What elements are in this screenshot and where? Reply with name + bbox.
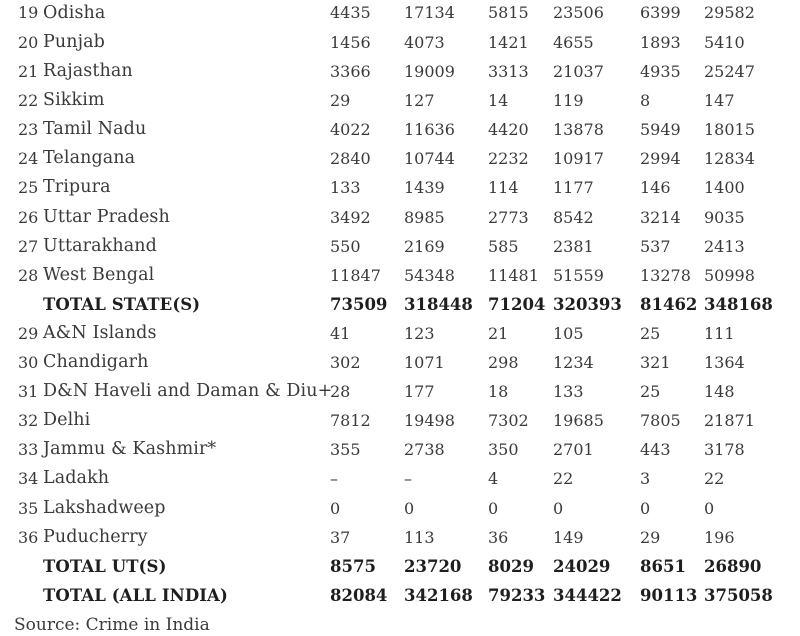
value-cell: 4935 bbox=[640, 62, 681, 82]
value-cell: 298 bbox=[488, 353, 519, 373]
value-cell: 11481 bbox=[488, 265, 539, 285]
state-name: Jammu & Kashmir* bbox=[43, 439, 217, 460]
value-cell: 1421 bbox=[488, 33, 529, 52]
value-cell: 7805 bbox=[640, 411, 681, 431]
value-cell: 149 bbox=[553, 527, 584, 547]
state-name: Lakshadweep bbox=[43, 497, 166, 518]
value-cell: 146 bbox=[640, 178, 671, 198]
total-row bbox=[0, 552, 800, 581]
value-cell: 19498 bbox=[404, 411, 455, 431]
value-cell: 18 bbox=[488, 382, 509, 402]
value-cell: 5410 bbox=[704, 33, 745, 52]
value-cell: 18015 bbox=[704, 120, 755, 140]
value-cell: 29 bbox=[330, 91, 351, 111]
value-cell: 147 bbox=[704, 91, 735, 111]
value-cell: 17134 bbox=[404, 3, 455, 22]
total-row bbox=[0, 581, 800, 610]
value-cell: 29582 bbox=[704, 3, 755, 22]
value-cell: 114 bbox=[488, 178, 519, 198]
value-cell: 41 bbox=[330, 323, 351, 343]
value-cell: 2232 bbox=[488, 149, 529, 169]
value-cell: 23720 bbox=[404, 556, 462, 576]
state-name: Odisha bbox=[43, 3, 106, 23]
row-index: 21 bbox=[18, 62, 39, 82]
value-cell: 119 bbox=[553, 91, 584, 111]
value-cell: 133 bbox=[330, 178, 361, 198]
state-name: A&N Islands bbox=[43, 322, 157, 343]
value-cell: 13278 bbox=[640, 265, 691, 285]
value-cell: 318448 bbox=[404, 294, 473, 314]
value-cell: 23506 bbox=[553, 3, 604, 22]
row-index: 35 bbox=[18, 498, 39, 518]
value-cell: 19685 bbox=[553, 411, 604, 431]
value-cell: 21037 bbox=[553, 62, 604, 82]
state-name: TOTAL STATE(S) bbox=[43, 294, 201, 314]
table-row bbox=[0, 86, 800, 115]
state-name: Tripura bbox=[43, 177, 111, 198]
value-cell: 1400 bbox=[704, 178, 745, 198]
row-index: 30 bbox=[18, 353, 39, 373]
state-name: Ladakh bbox=[43, 468, 110, 489]
value-cell: 25247 bbox=[704, 62, 755, 82]
value-cell: 73509 bbox=[330, 294, 388, 314]
value-cell: 302 bbox=[330, 353, 361, 373]
value-cell: 22 bbox=[704, 469, 725, 489]
row-index: 24 bbox=[18, 149, 39, 169]
value-cell: 7302 bbox=[488, 411, 529, 431]
value-cell: 2169 bbox=[404, 236, 445, 256]
value-cell: 5815 bbox=[488, 3, 529, 22]
value-cell: 375058 bbox=[704, 585, 773, 605]
row-index: 31 bbox=[18, 382, 39, 402]
value-cell: 342168 bbox=[404, 585, 473, 605]
table-row bbox=[0, 377, 800, 406]
state-name: Chandigarh bbox=[43, 352, 149, 373]
value-cell: 90113 bbox=[640, 585, 698, 605]
state-name: Uttar Pradesh bbox=[43, 206, 170, 227]
row-index: 33 bbox=[18, 440, 39, 460]
value-cell: 14 bbox=[488, 91, 509, 111]
value-cell: 1177 bbox=[553, 178, 594, 198]
value-cell: 2840 bbox=[330, 149, 371, 169]
row-index: 26 bbox=[18, 207, 39, 227]
table-row bbox=[0, 494, 800, 523]
table-row bbox=[0, 348, 800, 377]
value-cell: 51559 bbox=[553, 265, 604, 285]
value-cell: 29 bbox=[640, 527, 661, 547]
table-row bbox=[0, 28, 800, 57]
value-cell: 21 bbox=[488, 323, 509, 343]
state-name: Tamil Nadu bbox=[43, 119, 147, 140]
value-cell: 10744 bbox=[404, 149, 455, 169]
table-row bbox=[0, 523, 800, 552]
value-cell: 25 bbox=[640, 382, 661, 402]
value-cell: 8651 bbox=[640, 556, 686, 576]
value-cell: 0 bbox=[488, 498, 499, 518]
value-cell: 4655 bbox=[553, 33, 594, 52]
table-row bbox=[0, 115, 800, 144]
table-row bbox=[0, 319, 800, 348]
value-cell: 2701 bbox=[553, 440, 594, 460]
value-cell: 148 bbox=[704, 382, 735, 402]
value-cell: 0 bbox=[640, 498, 651, 518]
value-cell: 25 bbox=[640, 323, 661, 343]
row-index: 23 bbox=[18, 120, 39, 140]
value-cell: 537 bbox=[640, 236, 671, 256]
value-cell: 19009 bbox=[404, 62, 455, 82]
value-cell: 4073 bbox=[404, 33, 445, 52]
value-cell: 82084 bbox=[330, 585, 388, 605]
value-cell: 21871 bbox=[704, 411, 755, 431]
table-row bbox=[0, 144, 800, 173]
value-cell: 22 bbox=[553, 469, 574, 489]
state-name: Puducherry bbox=[43, 526, 148, 547]
value-cell: 105 bbox=[553, 323, 584, 343]
state-name: D&N Haveli and Daman & Diu+ bbox=[43, 381, 333, 402]
value-cell: 355 bbox=[330, 440, 361, 460]
row-index: 27 bbox=[18, 236, 39, 256]
value-cell: 1234 bbox=[553, 353, 594, 373]
table-row bbox=[0, 464, 800, 493]
row-index: 32 bbox=[18, 411, 39, 431]
value-cell: 1364 bbox=[704, 353, 745, 373]
value-cell: 2994 bbox=[640, 149, 681, 169]
value-cell: 0 bbox=[330, 498, 341, 518]
row-index: 34 bbox=[18, 469, 39, 489]
table-row bbox=[0, 57, 800, 86]
total-row bbox=[0, 290, 800, 319]
value-cell: 9035 bbox=[704, 207, 745, 227]
value-cell: 11847 bbox=[330, 265, 381, 285]
table-row bbox=[0, 232, 800, 261]
row-index: 19 bbox=[18, 3, 39, 22]
value-cell: 2413 bbox=[704, 236, 745, 256]
value-cell: 196 bbox=[704, 527, 735, 547]
value-cell: 3214 bbox=[640, 207, 681, 227]
value-cell: 7812 bbox=[330, 411, 371, 431]
value-cell: 3366 bbox=[330, 62, 371, 82]
value-cell: 4022 bbox=[330, 120, 371, 140]
state-name: Rajasthan bbox=[43, 61, 133, 82]
value-cell: 28 bbox=[330, 382, 351, 402]
value-cell: 2773 bbox=[488, 207, 529, 227]
value-cell: 26890 bbox=[704, 556, 762, 576]
value-cell: 11636 bbox=[404, 120, 455, 140]
value-cell: 50998 bbox=[704, 265, 755, 285]
state-name: West Bengal bbox=[43, 264, 155, 285]
value-cell: 4435 bbox=[330, 3, 371, 22]
value-cell: 0 bbox=[704, 498, 715, 518]
value-cell: 4 bbox=[488, 469, 499, 489]
state-name: TOTAL UT(S) bbox=[43, 556, 167, 576]
row-index: 25 bbox=[18, 178, 39, 198]
value-cell: – bbox=[330, 469, 338, 489]
value-cell: 6399 bbox=[640, 3, 681, 22]
table-row bbox=[0, 261, 800, 290]
row-index: 22 bbox=[18, 91, 39, 111]
value-cell: 0 bbox=[404, 498, 415, 518]
value-cell: 8985 bbox=[404, 207, 445, 227]
row-index: 28 bbox=[18, 265, 39, 285]
value-cell: 12834 bbox=[704, 149, 755, 169]
value-cell: 3178 bbox=[704, 440, 745, 460]
value-cell: 5949 bbox=[640, 120, 681, 140]
value-cell: 2738 bbox=[404, 440, 445, 460]
value-cell: 1893 bbox=[640, 33, 681, 52]
value-cell: 13878 bbox=[553, 120, 604, 140]
value-cell: 54348 bbox=[404, 265, 455, 285]
value-cell: 3313 bbox=[488, 62, 529, 82]
state-name: Uttarakhand bbox=[43, 235, 157, 256]
state-name: Punjab bbox=[43, 32, 105, 52]
value-cell: 81462 bbox=[640, 294, 698, 314]
value-cell: 133 bbox=[553, 382, 584, 402]
table-row bbox=[0, 435, 800, 464]
value-cell: 4420 bbox=[488, 120, 529, 140]
value-cell: 111 bbox=[704, 323, 735, 343]
value-cell: 8 bbox=[640, 91, 651, 111]
table-row bbox=[0, 0, 800, 28]
value-cell: 1071 bbox=[404, 353, 445, 373]
state-name: Sikkim bbox=[43, 90, 105, 111]
value-cell: – bbox=[404, 469, 412, 489]
value-cell: 79233 bbox=[488, 585, 546, 605]
value-cell: 320393 bbox=[553, 294, 622, 314]
value-cell: 585 bbox=[488, 236, 519, 256]
state-name: Delhi bbox=[43, 410, 91, 431]
value-cell: 0 bbox=[553, 498, 564, 518]
value-cell: 37 bbox=[330, 527, 351, 547]
value-cell: 123 bbox=[404, 323, 435, 343]
value-cell: 71204 bbox=[488, 294, 546, 314]
value-cell: 550 bbox=[330, 236, 361, 256]
value-cell: 2381 bbox=[553, 236, 594, 256]
value-cell: 350 bbox=[488, 440, 519, 460]
table-row bbox=[0, 173, 800, 202]
value-cell: 3 bbox=[640, 469, 651, 489]
value-cell: 127 bbox=[404, 91, 435, 111]
value-cell: 113 bbox=[404, 527, 435, 547]
value-cell: 1439 bbox=[404, 178, 445, 198]
value-cell: 321 bbox=[640, 353, 671, 373]
value-cell: 24029 bbox=[553, 556, 611, 576]
state-name: TOTAL (ALL INDIA) bbox=[43, 585, 228, 605]
value-cell: 177 bbox=[404, 382, 435, 402]
source-note: Source: Crime in India bbox=[14, 615, 210, 635]
state-name: Telangana bbox=[43, 148, 136, 169]
value-cell: 348168 bbox=[704, 294, 773, 314]
row-index: 29 bbox=[18, 323, 39, 343]
value-cell: 344422 bbox=[553, 585, 622, 605]
value-cell: 36 bbox=[488, 527, 509, 547]
value-cell: 8029 bbox=[488, 556, 534, 576]
row-index: 20 bbox=[18, 33, 39, 52]
table-row bbox=[0, 406, 800, 435]
table-row bbox=[0, 203, 800, 232]
row-index: 36 bbox=[18, 527, 39, 547]
value-cell: 443 bbox=[640, 440, 671, 460]
value-cell: 10917 bbox=[553, 149, 604, 169]
value-cell: 8542 bbox=[553, 207, 594, 227]
value-cell: 8575 bbox=[330, 556, 376, 576]
value-cell: 1456 bbox=[330, 33, 371, 52]
value-cell: 3492 bbox=[330, 207, 371, 227]
